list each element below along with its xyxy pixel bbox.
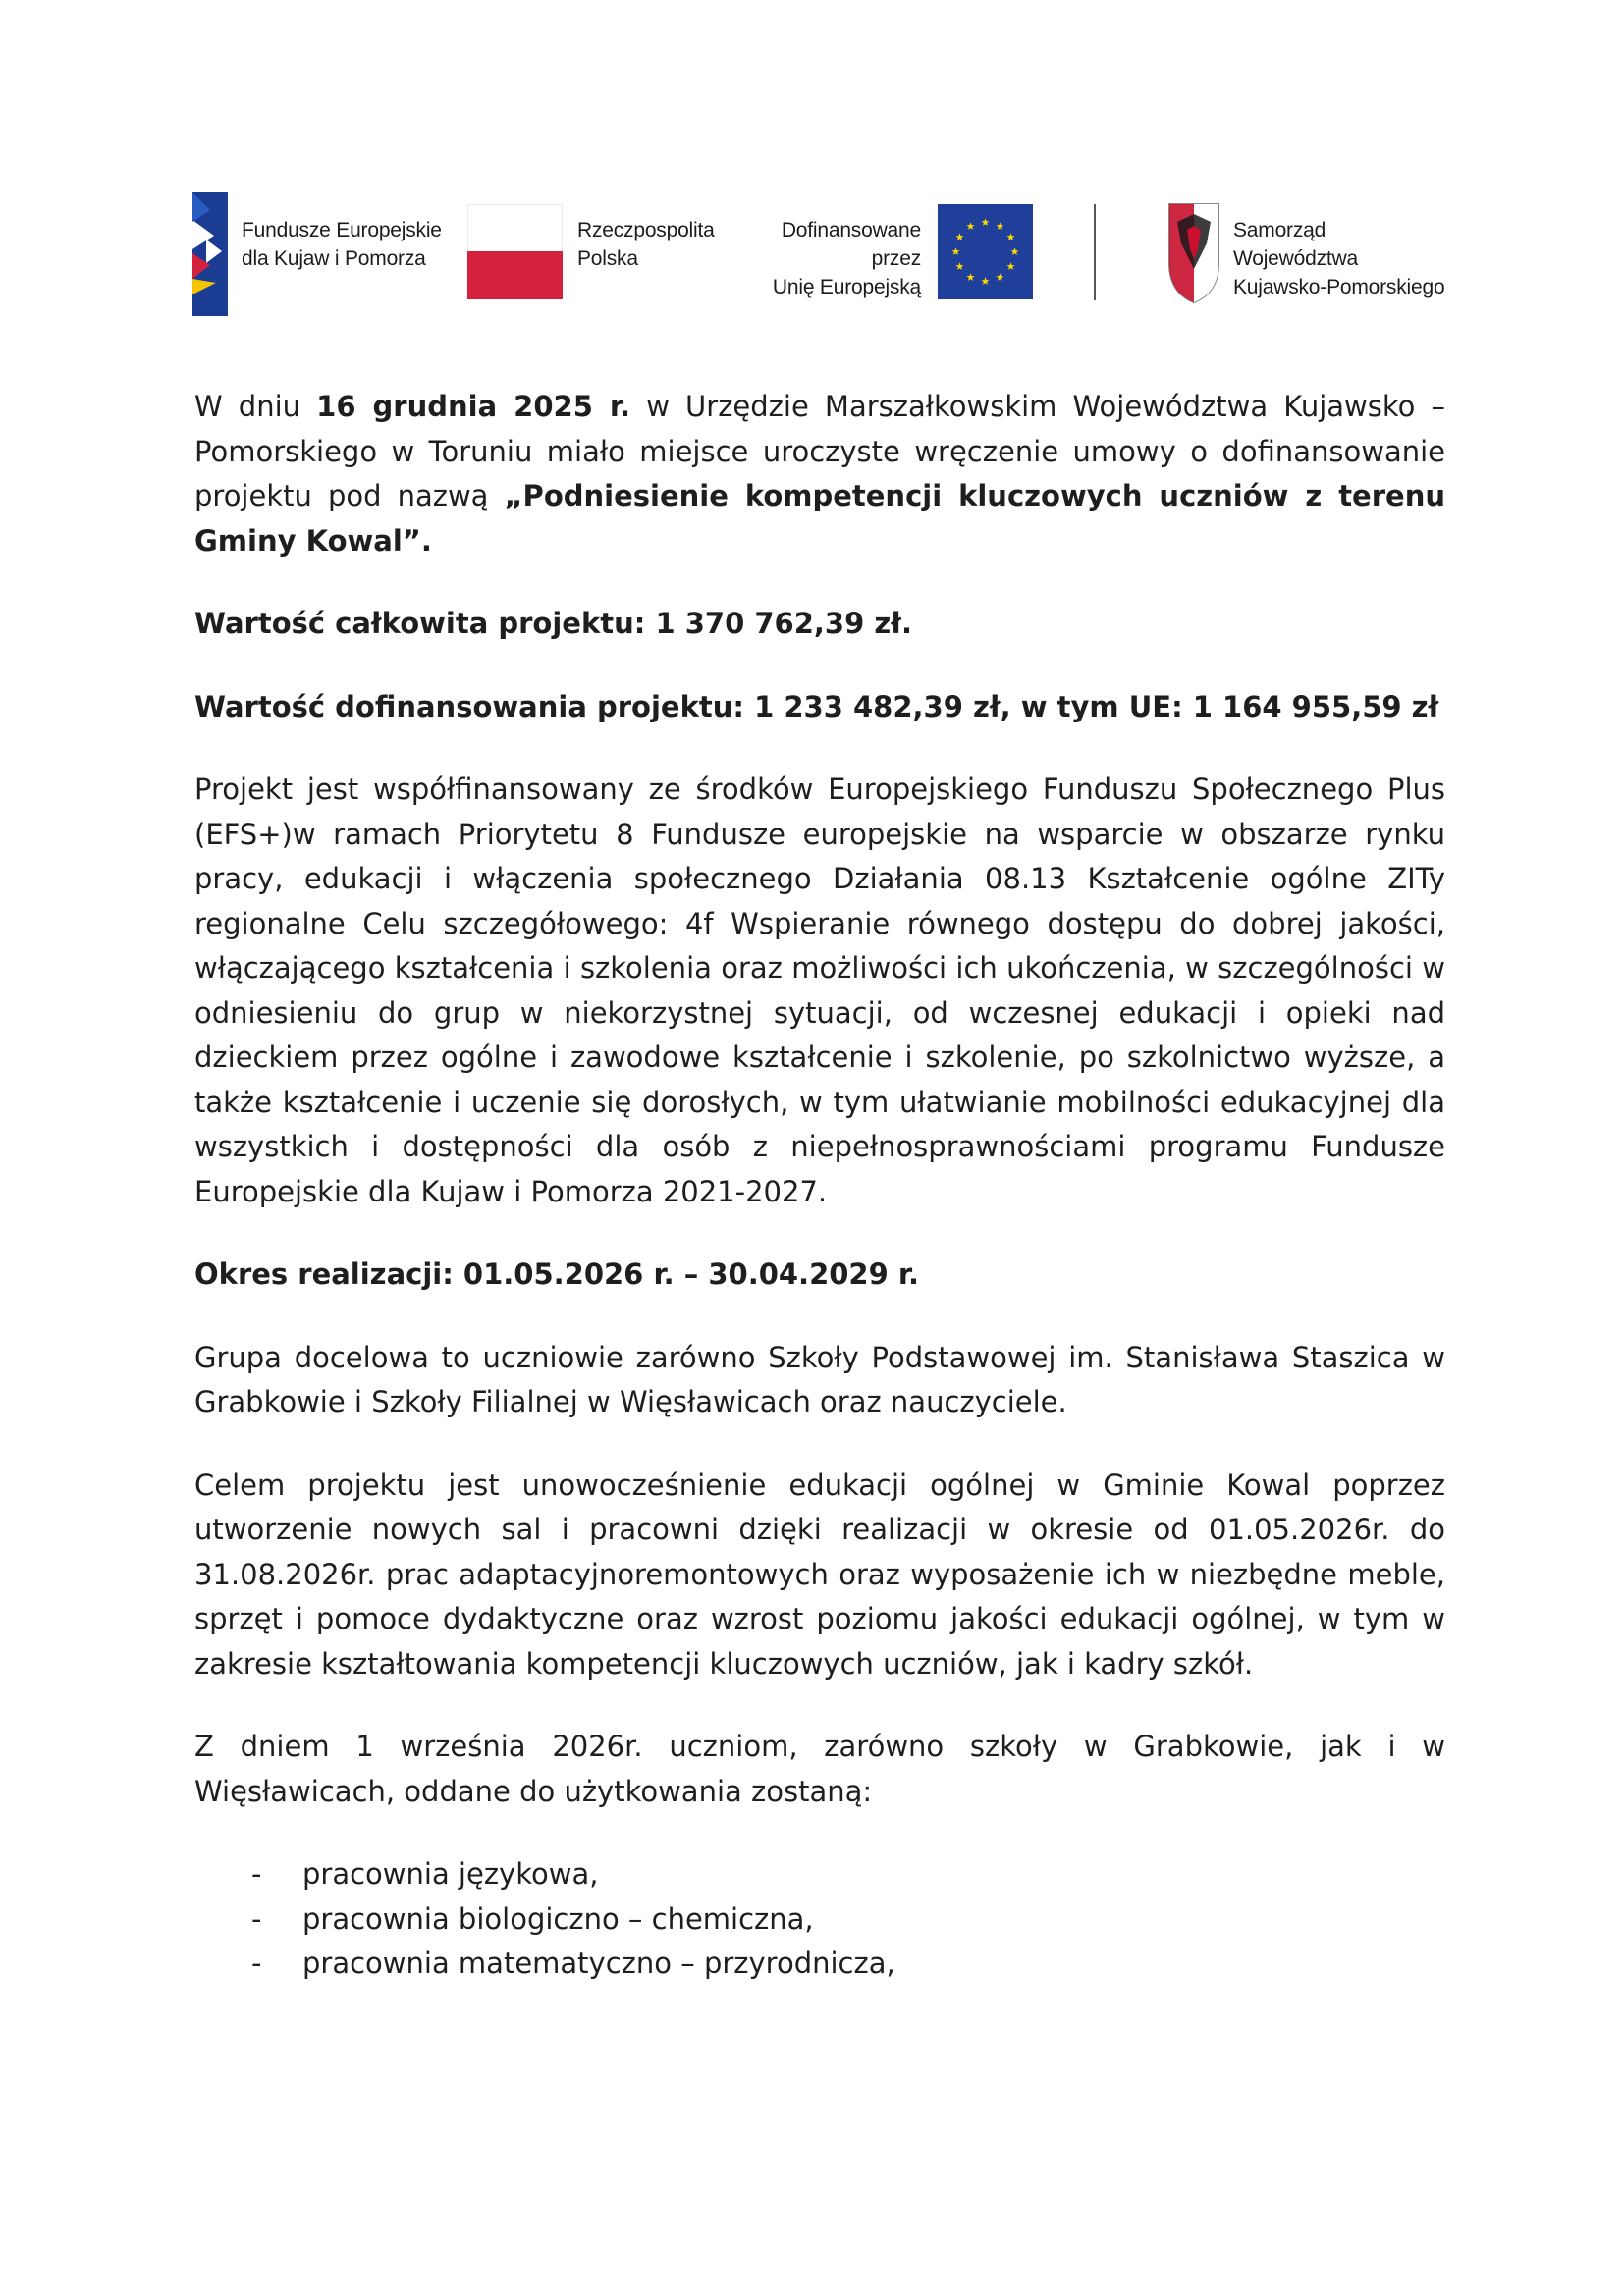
intro-text-2: w Urzędzie Marszałkowskim Województwa Kujawsko – Pomorskiego w Toruniu miało miejsce uroczyste wręczenie umowy o dofinansowanie projektu pod nazwą [194,390,1445,512]
list-bullet: - [251,1947,262,1980]
project-title: „Podniesienie kompetencji kluczowych uczniów z terenu Gminy Kowal”. [194,479,1445,558]
fundusze-logo-text [242,216,442,273]
room-label: pracownia językowa, [302,1857,599,1891]
polish-flag-icon [467,204,563,299]
logo-separator [1094,204,1096,300]
room-label: pracownia matematyczno – przyrodnicza, [302,1947,895,1980]
period-paragraph [194,1253,1445,1298]
intro-text-1: W dniu [194,390,317,423]
fundusze-europejskie-logo [192,192,228,316]
fundusze-line1: Fundusze Europejskie [242,219,442,241]
list-bullet: - [251,1857,262,1891]
polska-logo-text [577,216,715,273]
samorzad-line2: Kujawsko-Pomorskiego [1233,276,1445,298]
polska-line2: Polska [577,247,638,270]
samorzad-logo-text [1233,216,1445,301]
kujawsko-pomorskie-crest-icon [1167,200,1220,304]
eu-flag-icon [938,204,1033,299]
total-value-paragraph [194,602,1445,647]
intro-paragraph [194,385,1445,563]
list-item [194,1852,1445,1897]
ue-line1: Dofinansowane przez [781,219,921,270]
ue-logo-text [740,216,921,301]
cofinancing-value: Wartość dofinansowania projektu: 1 233 482,39 zł, w tym UE: 1 164 955,59 zł [194,689,1439,723]
list-item [194,1897,1445,1943]
cofinancing-paragraph [194,685,1445,730]
polska-line1: Rzeczpospolita [577,219,715,241]
samorzad-line1: Samorząd Województwa [1233,219,1358,270]
goal-paragraph: Celem projektu jest unowocześnienie edukacji ogólnej w Gminie Kowal poprzez utworzenie nowych sal i pracowni dzięki realizacji w okresie od 01.05.2026r. do 31.08.2026r. prac adaptacyjnoremontowych oraz wyposażenie ich w niezbędne meble, sprzęt i pomoce dydaktyczne oraz wzrost poziomu jakości edukacji ogólnej, w tym w zakresie kształtowania kompetencji kluczowych uczniów, jak i kadry szkół. [194,1468,1445,1681]
list-item [194,1942,1445,1987]
document-content [194,385,1445,1987]
fundusze-line2: dla Kujaw i Pomorza [242,247,426,270]
logo-bar [192,192,1445,308]
realization-period: Okres realizacji: 01.05.2026 r. – 30.04.2029 r. [194,1257,920,1291]
target-group-paragraph: Grupa docelowa to uczniowie zarówno Szkoły Podstawowej im. Stanisława Staszica w Grabkowie i Szkoły Filialnej w Więsławicach oraz nauczyciele. [194,1340,1445,1418]
rooms-list [194,1852,1445,1987]
total-value: Wartość całkowita projektu: 1 370 762,39 zł. [194,607,913,640]
funding-paragraph: Projekt jest współfinansowany ze środków Europejskiego Funduszu Społecznego Plus (EFS+)w ramach Priorytetu 8 Fundusze europejskie na wsparcie w obszarze rynku pracy, edukacji i włączenia społecznego Działania 08.13 Kształcenie ogólne ZITy regionalne Celu szczegółowego: 4f Wspieranie równego dostępu do dobrej jakości, włączającego kształcenia i szkolenia oraz możliwości ich ukończenia, w szczególności w odniesieniu do grup w niekorzystnej sytuacji, od wczesnej edukacji i opieki nad dzieckiem przez ogólne i zawodowe kształcenie i szkolenie, po szkolnictwo wyższe, a także kształcenie i uczenie się dorosłych, w tym ułatwianie mobilności edukacyjnej dla wszystkich i dostępności dla osób z niepełnosprawnościami programu Fundusze Europejskie dla Kujaw i Pomorza 2021-2027. [194,773,1445,1208]
list-bullet: - [251,1901,262,1936]
room-label: pracownia biologiczno – chemiczna, [302,1901,814,1936]
handover-paragraph: Z dniem 1 września 2026r. uczniom, zarówno szkoły w Grabkowie, jak i w Więsławicach, oddane do użytkowania zostaną: [194,1730,1445,1808]
ue-line2: Unię Europejską [772,276,921,298]
signing-date: 16 grudnia 2025 r. [316,390,631,423]
